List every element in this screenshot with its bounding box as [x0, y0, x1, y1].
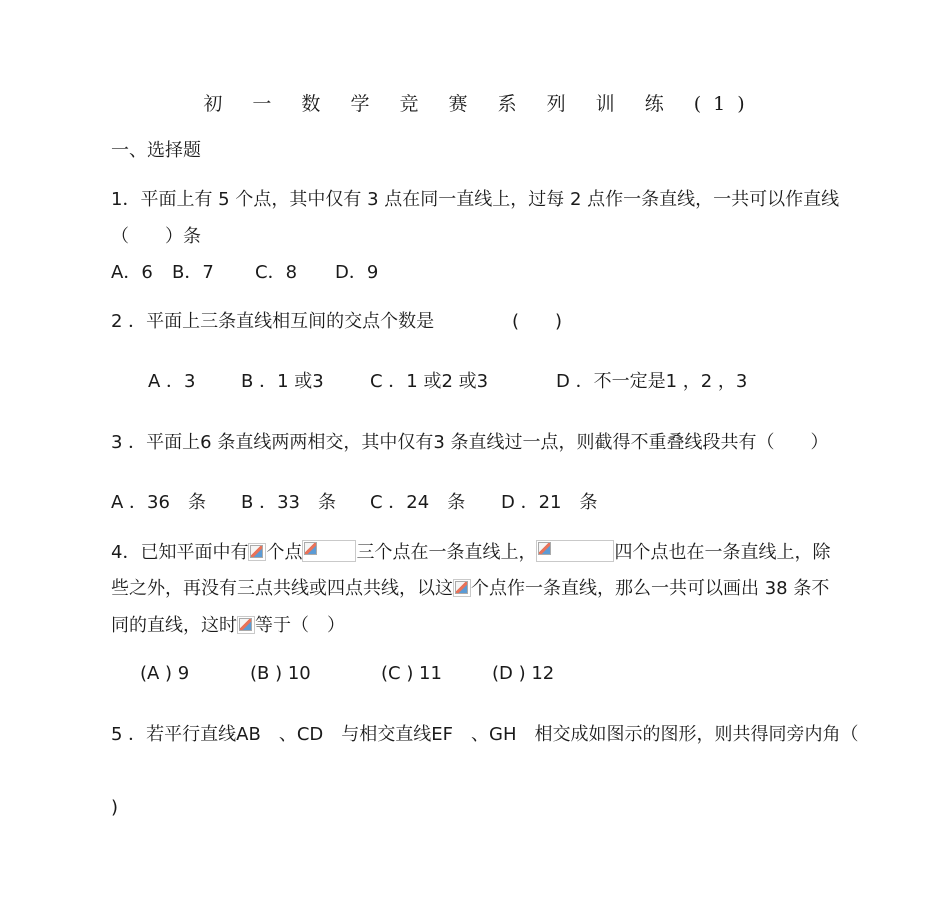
page-title: 初 一 数 学 竞 赛 系 列 训 练 (1): [203, 93, 757, 115]
question-1-option-b: B．7: [172, 262, 214, 283]
question-4-option-a: (A ) 9: [140, 663, 190, 684]
formula-image-icon: [453, 579, 471, 597]
question-4-line-1: [111, 540, 830, 565]
section-heading: 一、选择题: [111, 140, 201, 161]
question-2-paren: ( ): [512, 311, 563, 332]
question-3-option-c: C ．24 条: [370, 492, 466, 513]
question-2-text: 2 ．平面上三条直线相互间的交点个数是: [111, 311, 435, 332]
question-4-line-2: [111, 577, 829, 601]
question-2-option-c: C ．1 或2 或3: [370, 371, 489, 392]
question-3-option-d: D ．21 条: [501, 492, 598, 513]
question-1-option-a: A．6: [111, 262, 153, 283]
question-1-line-2: （ ）条: [111, 226, 201, 247]
question-5-close-paren: ): [111, 797, 119, 818]
question-4-text-g: 同的直线，这时: [111, 615, 237, 636]
question-3-text: 3 ．平面上6 条直线两两相交，其中仅有3 条直线过一点，则截得不重叠线段共有（ ）: [111, 432, 829, 453]
question-4-option-d: (D ) 12: [492, 663, 555, 684]
question-4-text-c: 三个点在一条直线上，: [356, 542, 537, 563]
formula-image-icon: [302, 540, 356, 562]
question-1-option-c: C．8: [255, 262, 298, 283]
question-4-text-e: 些之外，再没有三点共线或四点共线，以这: [111, 578, 453, 599]
question-4-text-h: 等于（ ）: [255, 615, 345, 636]
question-4-option-c: (C ) 11: [381, 663, 442, 684]
question-4-option-b: (B ) 10: [250, 663, 311, 684]
formula-image-icon: [248, 543, 266, 561]
question-4-text-d: 四个点也在一条直线上，除: [614, 542, 831, 563]
question-3-option-a: A ．36 条: [111, 492, 206, 513]
question-4-line-3: [111, 614, 345, 638]
question-2-option-d: D ．不一定是1 ，2 ，3: [556, 371, 748, 392]
question-2-option-a: A ．3: [148, 371, 196, 392]
question-5-text: 5 ．若平行直线AB 、CD 与相交直线EF 、GH 相交成如图示的图形，则共得同旁内角（: [111, 724, 859, 745]
formula-image-icon: [237, 616, 255, 634]
question-4-text-a: 4．已知平面中有: [111, 542, 249, 563]
question-1-option-d: D．9: [335, 262, 379, 283]
question-1-line-1: 1．平面上有 5 个点，其中仅有 3 点在同一直线上，过每 2 点作一条直线，一共可以作直线: [111, 189, 840, 210]
question-2-option-b: B ．1 或3: [241, 371, 324, 392]
question-4-text-b: 个点: [266, 542, 303, 563]
formula-image-icon: [536, 540, 614, 562]
question-3-option-b: B ．33 条: [241, 492, 336, 513]
question-4-text-f: 个点作一条直线，那么一共可以画出 38 条不: [471, 578, 830, 599]
